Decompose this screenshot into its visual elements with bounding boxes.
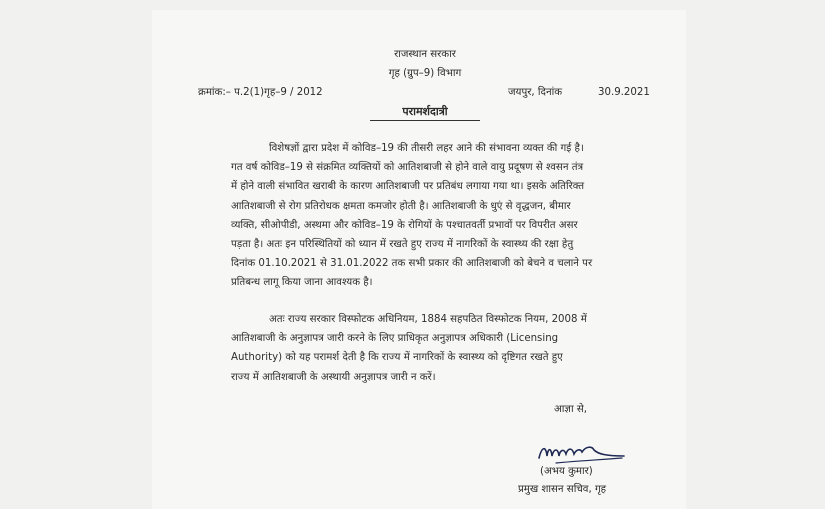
paragraph-1-line: दिनांक 01.10.2021 से 31.01.2022 तक सभी प्रकार की आतिशबाजी को बेचने व चलाने पर (231, 258, 593, 270)
signatory-designation: प्रमुख शासन सचिव, गृह (518, 484, 607, 495)
paragraph-2-line: राज्य में आतिशबाजी के अस्थायी अनुज्ञापत्र जारी न करें। (231, 371, 436, 383)
document-title: परामर्शदात्री (370, 104, 480, 121)
paragraph-1-line: में होने वाली संभावित खराबी के कारण आतिशबाजी पर प्रतिबंध लगाया गया था। इसके अतिरिक्त (231, 181, 585, 193)
place-date-label: जयपुर, दिनांक (508, 87, 563, 98)
letter-date: 30.9.2021 (598, 87, 650, 98)
paragraph-2 (231, 310, 661, 387)
paragraph-1-line: गत वर्ष कोविड–19 से संक्रमित व्यक्तियों को आतिशबाजी से होने वाले वायु प्रदूषण से श्वसन तंत्र (231, 162, 584, 174)
government-name: राजस्थान सरकार (394, 49, 456, 60)
paragraph-2-line: आतिशबाजी के अनुज्ञापत्र जारी करने के लिए प्राधिकृत अनुज्ञापत्र अधिकारी (Licensing (231, 333, 559, 345)
paragraph-1-line: व्यक्ति, सीओपीडी, अस्थमा और कोविड–19 के रोगियों के पश्चातवर्ती प्रभावों पर विपरीत असर (231, 219, 578, 231)
handwritten-signature (536, 436, 628, 466)
reference-number: क्रमांक:– प.2(1)गृह–9 / 2012 (198, 87, 323, 98)
paragraph-2-line: अतः राज्य सरकार विस्फोटक अधिनियम, 1884 सहपठित विस्फोटक नियम, 2008 में (269, 314, 587, 325)
paragraph-1-line: विशेषज्ञों द्वारा प्रदेश में कोविड–19 की तीसरी लहर आने की संभावना व्यक्त की गई है। (269, 143, 584, 154)
paragraph-1-line: प्रतिबन्ध लागू किया जाना आवश्यक है। (231, 277, 373, 289)
signatory-name: (अभय कुमार) (540, 466, 593, 477)
paragraph-1-line: आतिशबाजी से रोग प्रतिरोधक क्षमता कमजोर होती है। आतिशबाजी के धुएं से वृद्धजन, बीमार (231, 200, 571, 212)
department-name: गृह (ग्रुप–9) विभाग (388, 68, 462, 79)
paragraph-1-line: पड़ता है। अतः इन परिस्थितियों को ध्यान में रखते हुए राज्य में नागरिकों के स्वास्थ्य की रक्षा हेतु (231, 239, 574, 251)
paragraph-1 (231, 139, 661, 293)
paragraph-2-line: Authority) को यह परामर्श देती है कि राज्य में नागरिकों के स्वास्थ्य को दृष्टिगत रखते हुए (231, 352, 563, 364)
closing-phrase: आज्ञा से, (554, 404, 587, 415)
